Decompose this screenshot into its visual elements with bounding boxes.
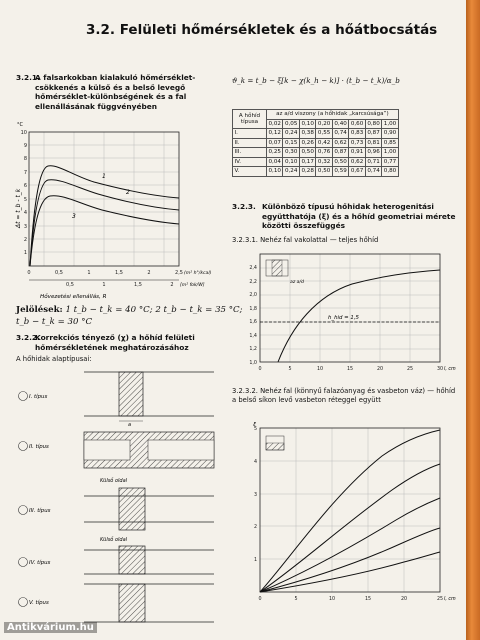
chart3-y-tick: 1 [253, 558, 257, 563]
table-cell: 0,76 [317, 149, 331, 155]
table-cell: 0,50 [301, 149, 314, 155]
chart2-x-tick: 25 [406, 367, 414, 372]
table-col-header: 0,10 [301, 120, 314, 127]
bridge-type-label: III. típus [29, 508, 51, 514]
table-cell: 0,74 [334, 130, 347, 136]
bridge-type-2 [19, 432, 215, 484]
table-cell: 0,50 [334, 158, 347, 165]
legend-notation [16, 304, 243, 328]
table-col-header: 1,00 [383, 120, 397, 127]
subsection-3231-title: 3.2.3.1. Nehéz fal vakolattal — teljes hőhíd [232, 236, 379, 244]
table-row-type: V. [233, 167, 267, 177]
chart1-x-unit2: [m² fok/W] [180, 283, 205, 288]
table-cell: 1,00 [383, 149, 397, 155]
subsection-3232-title: 3.2.3.2. Nehéz fal (könnyű falazóanyag és vasbeton váz) — hőhíd a belső síkon levő vasbeton réteggel együtt [232, 387, 456, 404]
bridge-type-1 [19, 372, 215, 428]
chart2-marker-label: az a/d [290, 280, 304, 285]
table-col-header: 0,02 [268, 120, 281, 127]
table-cell: 0,77 [383, 158, 397, 165]
bridge-type-label: V. típus [29, 600, 49, 606]
bridge-type-label: IV. típus [29, 560, 51, 566]
table-cell: 0,62 [350, 158, 364, 165]
chart3-y-tick: 3 [253, 493, 257, 498]
bridge-type-label: II. típus [29, 444, 49, 450]
chart3-x-unit: l, cm [444, 597, 456, 602]
chart1-x-tick: 2 [147, 270, 151, 276]
table-row [233, 129, 399, 139]
table-cell: 0,71 [367, 158, 380, 165]
chart2-x-unit: l, cm [444, 367, 456, 372]
section-321-number: 3.2.1. [16, 73, 40, 82]
chart3-x-tick: 15 [364, 597, 372, 602]
chart1-y-tick: 3 [23, 224, 27, 230]
table-cell: 0,17 [301, 158, 314, 165]
chart2-y-tick: 1,4 [249, 334, 257, 339]
chart-heterogeneity-full-bridge [232, 246, 464, 376]
chart2-x-tick: 10 [316, 367, 324, 372]
table-cell: 0,32 [317, 158, 331, 165]
watermark: Antikvárium.hu [4, 622, 97, 633]
table-header-type: A hőhíd típusa [233, 110, 267, 129]
bridge-types-caption: A hőhidak alaptípusai: [16, 355, 92, 363]
table-cell: 0,12 [268, 130, 281, 136]
chart3-y-unit: ξ [253, 422, 256, 428]
bridge-type-4 [19, 546, 215, 574]
chart2-x-tick: 5 [288, 367, 292, 372]
chart1-y-tick: 8 [23, 156, 27, 162]
section-322-number: 3.2.2. [16, 333, 40, 342]
chart2-curve-label: h_hid = 1,5 [328, 315, 359, 321]
chart2-x-tick: 15 [346, 367, 354, 372]
surface-temp-formula: ϑ_k = t_b − ξ[k − χ(k_h − k)] · (t_b − t_k)/α_b [232, 76, 400, 85]
table-cell: 0,80 [383, 168, 397, 174]
table-row-type: IV. [233, 157, 267, 167]
chart1-y-tick: 9 [23, 143, 27, 149]
table-cell: 0,15 [284, 139, 298, 146]
chart3-x-tick: 10 [328, 597, 336, 602]
table-cell: 0,28 [301, 168, 314, 174]
chart2-y-tick: 1,0 [249, 361, 257, 366]
chart1-x-tick: 1 [87, 270, 91, 276]
table-col-header: 0,05 [284, 120, 298, 127]
chart1-x-tick: 2,5 [175, 270, 183, 276]
chart3-x-tick: 0 [258, 597, 262, 602]
table-row-type: III. [233, 148, 267, 158]
chart1-curve-3 [30, 196, 179, 266]
chart2-x-tick: 20 [376, 367, 384, 372]
chart1-x-unit: (m² h°/kcal) [184, 271, 212, 276]
table-cell: 0,91 [350, 149, 364, 155]
table-row [233, 167, 399, 177]
legend-label: Jelölések: [16, 305, 63, 315]
chart1-y-tick: 5 [23, 197, 27, 203]
chart2-y-tick: 2,0 [249, 293, 257, 298]
chart3-curve [260, 498, 440, 592]
legend-line-1: 1 t_b − t_k = 40 °C; 2 t_b − t_k = 35 °C; [65, 305, 243, 315]
table-row [233, 138, 399, 148]
section-322-title: Korrekciós tényező (χ) a hőhíd felületi hőmérsékletének meghatározásához [35, 333, 195, 352]
book-edge [466, 0, 480, 640]
outer-side-label: Külső oldal [100, 537, 128, 543]
chart1-y-unit: °C [17, 122, 23, 128]
chart3-x-tick: 20 [400, 597, 408, 602]
table-cell: 0,83 [350, 130, 364, 136]
table-cell: 0,24 [284, 130, 298, 136]
chart-wall-corner-temperature [14, 118, 226, 304]
table-row [233, 148, 399, 158]
table-row-type: I. [233, 129, 267, 139]
chart1-curve-label-3: 3 [72, 213, 76, 220]
chart3-y-tick: 2 [253, 525, 257, 530]
table-cell: 0,42 [317, 139, 331, 146]
chart1-y-tick: 6 [23, 183, 27, 189]
table-row-type: II. [233, 138, 267, 148]
chart2-x-tick: 0 [258, 367, 262, 372]
chart1-curve-2 [30, 180, 179, 266]
table-cell: 0,26 [301, 139, 314, 146]
table-cell: 0,81 [367, 139, 380, 146]
chart2-y-tick: 1,2 [249, 347, 257, 352]
table-cell: 0,73 [350, 139, 364, 146]
table-cell: 0,59 [334, 168, 347, 174]
table-cell: 0,07 [268, 139, 281, 146]
table-cell: 0,87 [367, 130, 380, 136]
table-header-ratio: az a/d viszony (a hőhidak „karcsúsága”) [267, 110, 399, 120]
chart1-x-tick-w: 1 [102, 282, 106, 288]
chart2-y-tick: 2,2 [249, 280, 257, 285]
chart2-y-tick: 1,6 [249, 320, 257, 325]
table-cell: 0,55 [317, 130, 331, 136]
section-323-heading [232, 202, 462, 231]
chart1-x-label: Hővezetési ellenállás, R [40, 294, 107, 300]
bridge-type-5 [19, 584, 215, 622]
table-col-header: 0,80 [367, 120, 380, 127]
table-row [233, 157, 399, 167]
chart1-x-tick-w: 2 [170, 282, 174, 288]
chart-heterogeneity-concrete-layer [232, 416, 464, 604]
chart1-y-label: Δt = t_b - t_k [15, 188, 22, 228]
chart2-y-tick: 2,4 [249, 266, 257, 271]
chart1-x-tick: 1,5 [115, 270, 123, 276]
chart3-y-tick: 4 [253, 460, 257, 465]
table-cell: 0,10 [284, 158, 298, 165]
chart1-curve-label-1: 1 [102, 173, 106, 180]
section-323-number: 3.2.3. [232, 202, 256, 211]
chart1-y-tick: 2 [23, 237, 27, 243]
table-cell: 0,10 [268, 168, 281, 174]
chart1-y-tick: 7 [23, 170, 27, 176]
bridge-type-label: I. típus [29, 394, 48, 400]
table-cell: 0,04 [268, 158, 281, 165]
table-cell: 0,96 [367, 149, 380, 155]
table-cell: 0,62 [334, 139, 347, 146]
svg-text:a: a [128, 422, 132, 428]
outer-side-label: Külső oldal [100, 478, 128, 484]
table-cell: 0,74 [367, 168, 380, 174]
section-321-title: A falsarkokban kialakuló hőmérséklet-csökkenés a külső és a belső levegő hőmérséklet-különbségének és a fal ellenállásának függvényében [35, 73, 196, 111]
chart2-x-tick: 30 [436, 367, 444, 372]
correction-factor-table [232, 109, 399, 177]
section-322-heading [16, 333, 223, 352]
table-col-header: 0,40 [334, 120, 347, 127]
chart1-x-tick: 0 [27, 270, 31, 276]
table-cell: 0,25 [268, 149, 281, 155]
chart3-y-tick: 5 [253, 427, 257, 432]
chart1-y-tick: 10 [20, 130, 27, 136]
table-cell: 0,87 [334, 149, 347, 155]
legend-line-2: t_b − t_k = 30 °C [16, 317, 93, 327]
chart1-x-tick-w: 0,5 [66, 282, 74, 288]
table-cell: 0,67 [350, 168, 364, 174]
table-cell: 0,30 [284, 149, 298, 155]
table-cell: 0,38 [301, 130, 314, 136]
chart2-y-tick: 1,8 [249, 307, 257, 312]
chart3-curve [260, 464, 440, 592]
chart1-y-tick: 1 [23, 250, 27, 256]
chart1-y-tick: 4 [23, 210, 27, 216]
table-cell: 0,90 [383, 130, 397, 136]
bridge-type-3 [19, 488, 215, 543]
chart3-x-tick: 25 [436, 597, 444, 602]
chart1-curve-1 [30, 166, 179, 266]
chart1-x-tick-w: 1,5 [134, 282, 142, 288]
table-col-header: 0,20 [317, 120, 331, 127]
table-cell: 0,24 [284, 168, 298, 174]
chart1-curve-label-2: 2 [126, 189, 130, 196]
chart1-x-tick: 0,5 [55, 270, 63, 276]
page-title: 3.2. Felületi hőmérsékletek és a hőátbocsátás [86, 22, 438, 38]
section-323-title: Különböző típusú hőhidak heterogenitási együtthatója (ξ) és a hőhíd geometriai mérete közötti összefüggés [262, 202, 456, 230]
table-cell: 0,50 [317, 168, 331, 174]
section-321-heading [16, 73, 223, 111]
table-col-header: 0,60 [350, 120, 364, 127]
thermal-bridge-types-diagram [14, 364, 224, 626]
chart3-x-tick: 5 [294, 597, 298, 602]
table-cell: 0,85 [383, 139, 397, 146]
